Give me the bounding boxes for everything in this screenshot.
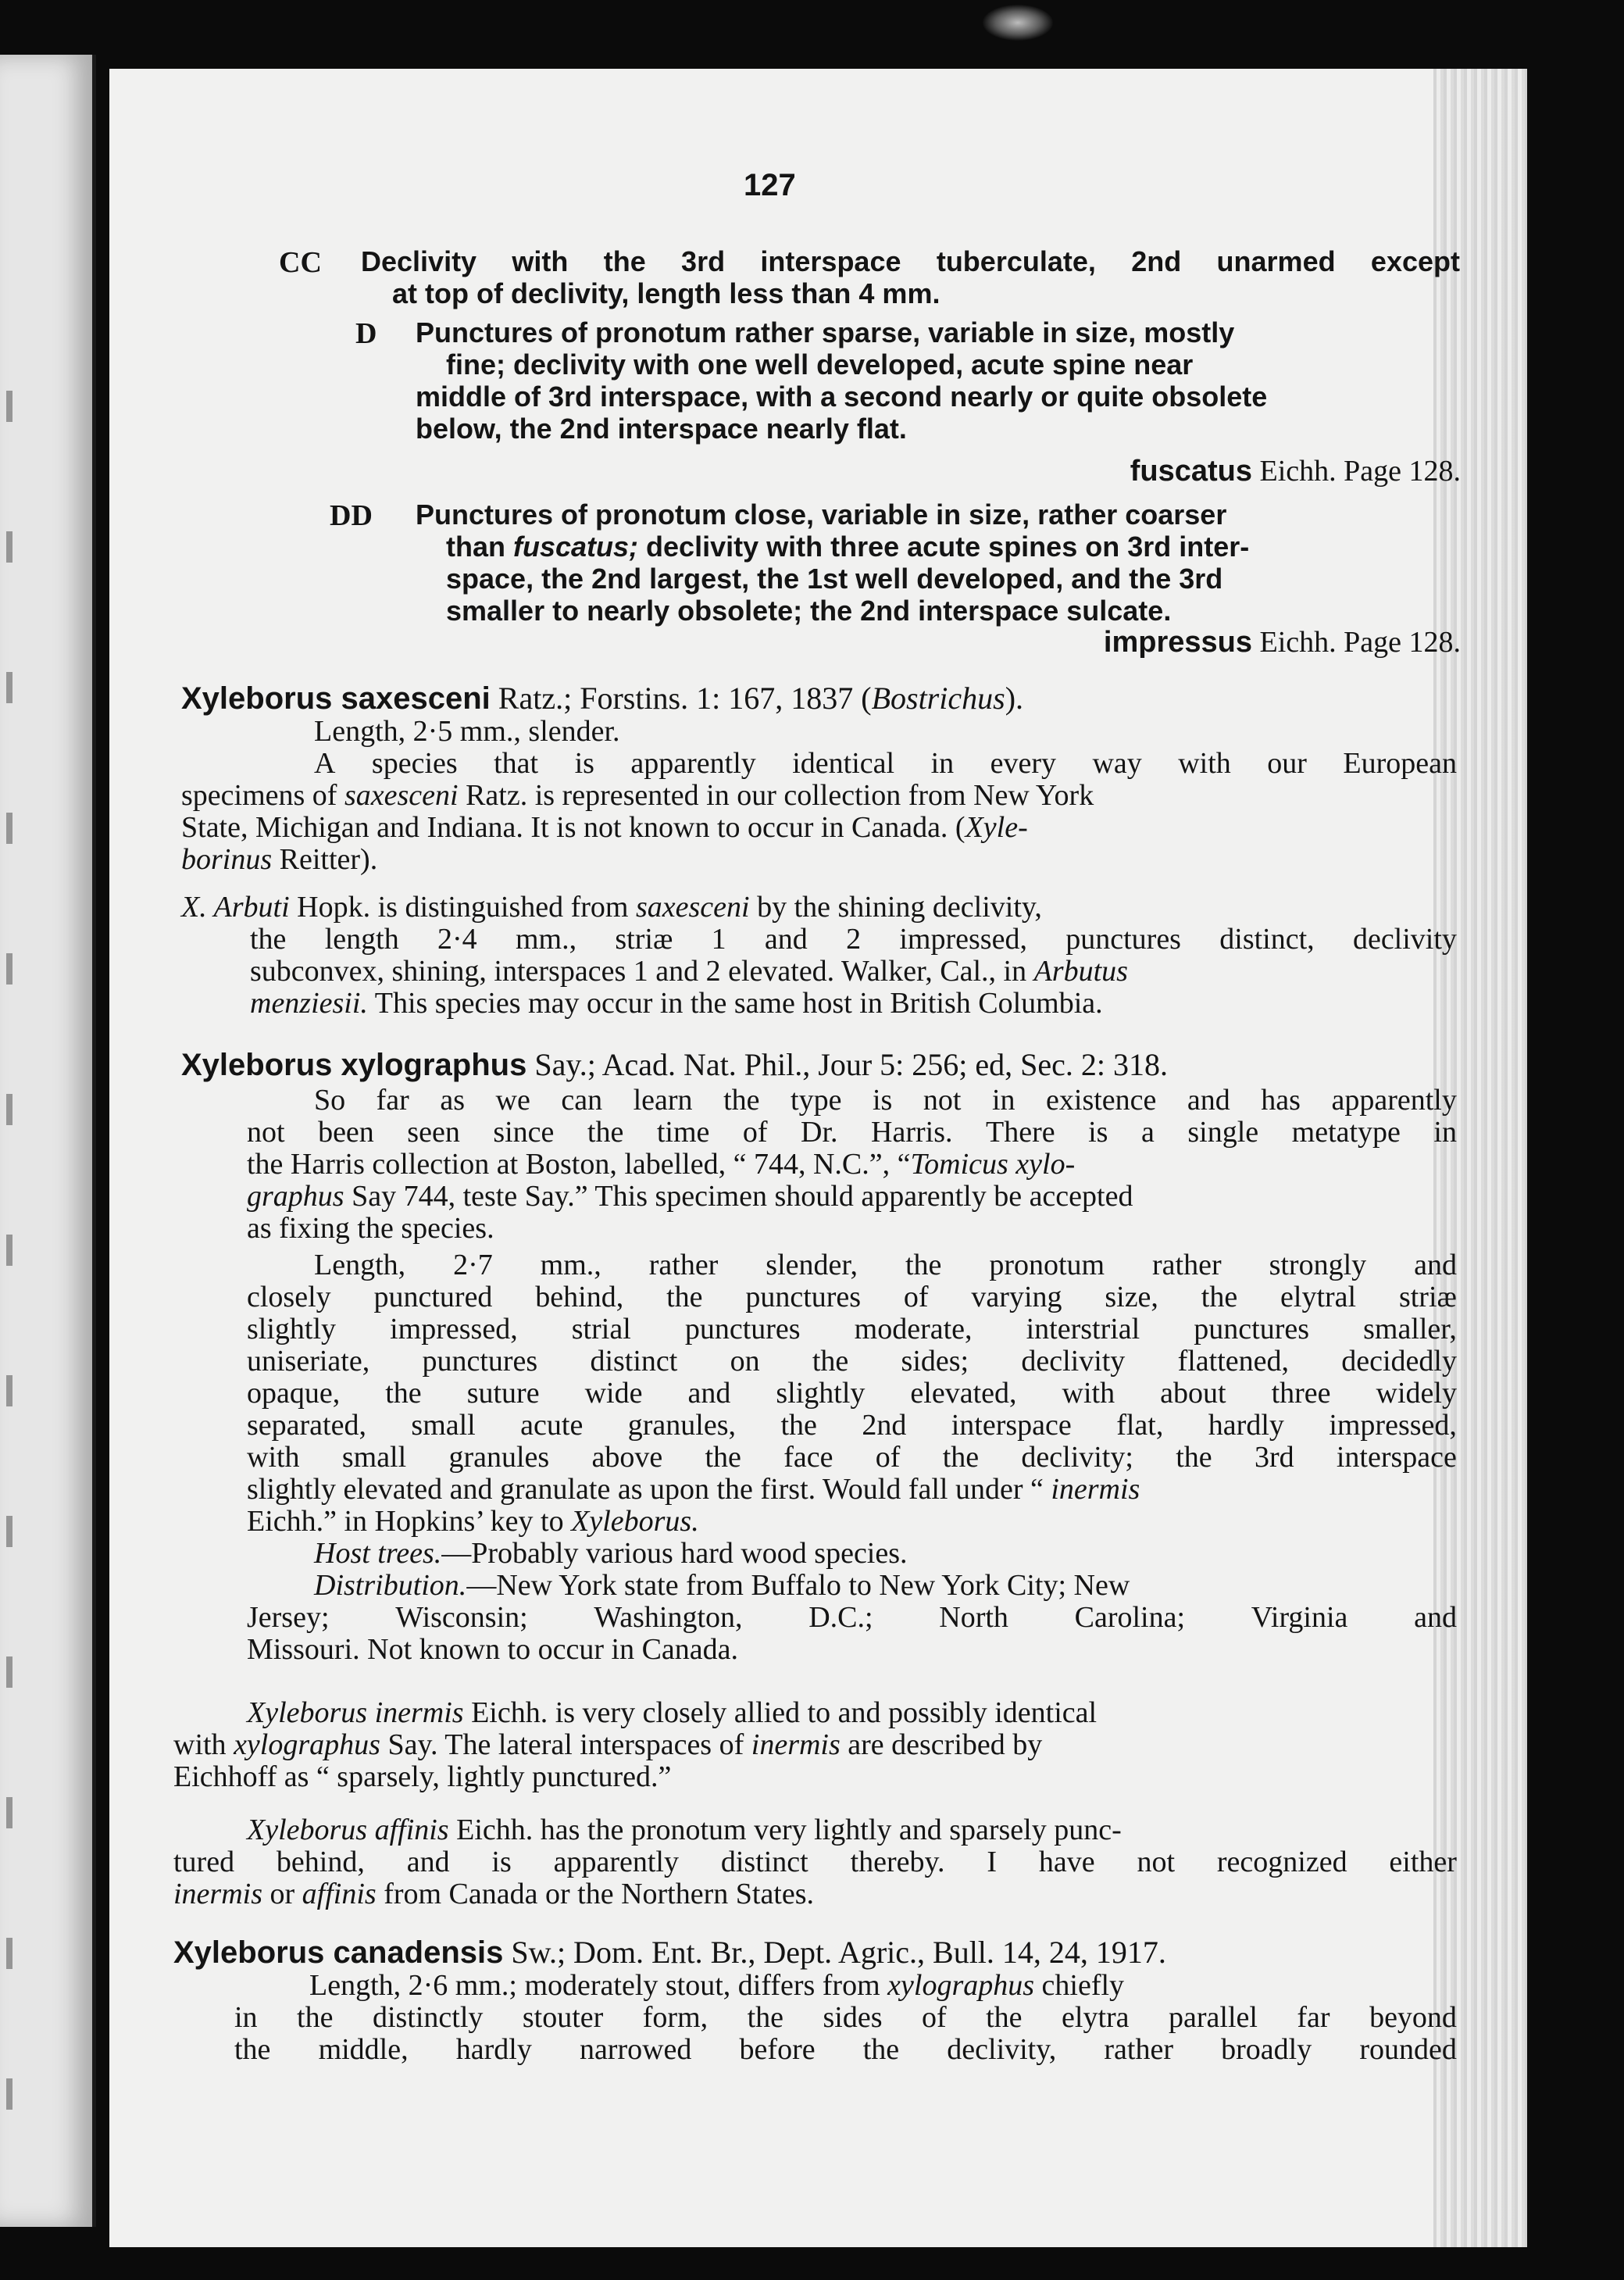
key-dd-line-2: than fuscatus; declivity with three acute spines on 3rd inter- — [446, 531, 1250, 563]
saxesceni-para-line-1: A species that is apparently identical in every way with our European — [314, 747, 1457, 780]
species-name: Xyleborus canadensis — [173, 1935, 504, 1970]
key-cc-line-1: Declivity with the 3rd interspace tuberculate, 2nd unarmed except — [361, 245, 1460, 277]
species-impressus: impressus — [1103, 626, 1252, 659]
xylographus-distribution-line-1: Distribution.—New York state from Buffalo to New York City; New — [314, 1569, 1130, 1602]
canadensis-line-2: in the distinctly stouter form, the sides of the elytra parallel far beyond — [234, 2001, 1457, 2034]
xylographus-distribution-line-3: Missouri. Not known to occur in Canada. — [247, 1633, 739, 1666]
scan-border — [109, 2247, 1527, 2280]
key-dd-result — [1104, 626, 1461, 659]
affinis-line-1: Xyleborus affinis Eichh. has the pronotum very lightly and sparsely punc- — [247, 1814, 1122, 1846]
xylographus-host-trees: Host trees.—Probably various hard wood species. — [314, 1537, 908, 1570]
xylographus-p2-line-1: Length, 2·7 mm., rather slender, the pronotum rather strongly and — [314, 1249, 1457, 1281]
canadensis-heading: Xyleborus canadensis Sw.; Dom. Ent. Br., Dept. Agric., Bull. 14, 24, 1917. — [173, 1935, 1166, 1970]
inermis-line-2: with xylographus Say. The lateral interspaces of inermis are described by — [173, 1728, 1043, 1761]
page-number: 127 — [744, 168, 796, 202]
key-tag-d: D — [355, 317, 377, 350]
saxesceni-para-line-4: borinus Reitter). — [181, 843, 378, 876]
key-dd-line-1: Punctures of pronotum close, variable in size, rather coarser — [416, 499, 1227, 531]
key-d-line-1: Punctures of pronotum rather sparse, variable in size, mostly — [416, 316, 1235, 348]
xylographus-p2-line-4: uniseriate, punctures distinct on the sides; declivity flattened, decidedly — [247, 1345, 1457, 1378]
xylographus-distribution-line-2: Jersey; Wisconsin; Washington, D.C.; North Carolina; Virginia and — [247, 1601, 1457, 1634]
xylographus-p1-line-4: graphus Say 744, teste Say.” This specimen should apparently be accepted — [247, 1180, 1133, 1213]
key-dd-line-3: space, the 2nd largest, the 1st well developed, and the 3rd — [446, 563, 1223, 595]
affinis-line-3: inermis or affinis from Canada or the Northern States. — [173, 1878, 815, 1910]
saxesceni-para-line-2: specimens of saxesceni Ratz. is represented in our collection from New York — [181, 779, 1094, 812]
arbuti-line-1: X. Arbuti Hopk. is distinguished from saxesceni by the shining declivity, — [181, 891, 1042, 924]
scan-artifact — [983, 5, 1053, 41]
saxesceni-para-line-3: State, Michigan and Indiana. It is not known to occur in Canada. (Xyle- — [181, 811, 1028, 844]
xylographus-p1-line-1: So far as we can learn the type is not in existence and has apparently — [314, 1084, 1457, 1117]
xylographus-p2-line-3: slightly impressed, strial punctures moderate, interstrial punctures smaller, — [247, 1313, 1457, 1345]
page-ref: Eichh. Page 128. — [1251, 455, 1461, 488]
xylographus-p2-line-2: closely punctured behind, the punctures of varying size, the elytral striæ — [247, 1281, 1457, 1313]
key-tag-cc: CC — [279, 246, 322, 279]
page-ref: Eichh. Page 128. — [1251, 626, 1461, 659]
xylographus-heading: Xyleborus xylographus Say.; Acad. Nat. Phil., Jour 5: 256; ed, Sec. 2: 318. — [181, 1047, 1169, 1082]
key-cc-line-2: at top of declivity, length less than 4 mm. — [392, 277, 940, 309]
species-fuscatus: fuscatus — [1130, 455, 1252, 488]
species-name: Xyleborus saxesceni — [181, 681, 491, 716]
xylographus-p1-line-5: as fixing the species. — [247, 1212, 494, 1245]
xylographus-p1-line-2: not been seen since the time of Dr. Harris. There is a single metatype in — [247, 1116, 1457, 1149]
inermis-line-3: Eichhoff as “ sparsely, lightly punctured.” — [173, 1760, 672, 1793]
arbuti-line-3: subconvex, shining, interspaces 1 and 2 elevated. Walker, Cal., in Arbutus — [250, 955, 1128, 988]
species-name: Xyleborus xylographus — [181, 1048, 527, 1082]
saxesceni-length: Length, 2·5 mm., slender. — [314, 715, 620, 748]
canadensis-line-1: Length, 2·6 mm.; moderately stout, differs from xylographus chiefly — [309, 1969, 1125, 2002]
facing-page-text-fragments — [6, 336, 12, 2133]
key-d-line-2: fine; declivity with one well developed, acute spine near — [446, 348, 1194, 381]
key-dd-line-4: smaller to nearly obsolete; the 2nd interspace sulcate. — [446, 595, 1172, 627]
xylographus-p1-line-3: the Harris collection at Boston, labelled, “ 744, N.C.”, “Tomicus xylo- — [247, 1148, 1076, 1181]
xylographus-p2-line-7: with small granules above the face of the declivity; the 3rd interspace — [247, 1441, 1457, 1474]
xylographus-p2-line-6: separated, small acute granules, the 2nd interspace flat, hardly impressed, — [247, 1409, 1457, 1442]
book-page — [109, 69, 1527, 2247]
saxesceni-heading: Xyleborus saxesceni Ratz.; Forstins. 1: 167, 1837 (Bostrichus). — [181, 681, 1024, 716]
key-d-line-4: below, the 2nd interspace nearly flat. — [416, 413, 907, 445]
xylographus-p2-line-8: slightly elevated and granulate as upon the first. Would fall under “ inermis — [247, 1473, 1140, 1506]
facing-page-edge — [0, 55, 96, 2227]
canadensis-line-3: the middle, hardly narrowed before the declivity, rather broadly rounded — [234, 2033, 1457, 2066]
arbuti-line-2: the length 2·4 mm., striæ 1 and 2 impressed, punctures distinct, declivity — [250, 923, 1457, 956]
xylographus-p2-line-5: opaque, the suture wide and slightly elevated, with about three widely — [247, 1377, 1457, 1410]
arbuti-line-4: menziesii. This species may occur in the same host in British Columbia. — [250, 987, 1103, 1020]
key-d-result — [1130, 455, 1461, 488]
key-d-line-3: middle of 3rd interspace, with a second nearly or quite obsolete — [416, 381, 1268, 413]
inermis-line-1: Xyleborus inermis Eichh. is very closely allied to and possibly identical — [247, 1696, 1098, 1729]
xylographus-p2-line-9: Eichh.” in Hopkins’ key to Xyleborus. — [247, 1505, 699, 1538]
key-tag-dd: DD — [330, 499, 373, 532]
affinis-line-2: tured behind, and is apparently distinct thereby. I have not recognized either — [173, 1846, 1457, 1878]
